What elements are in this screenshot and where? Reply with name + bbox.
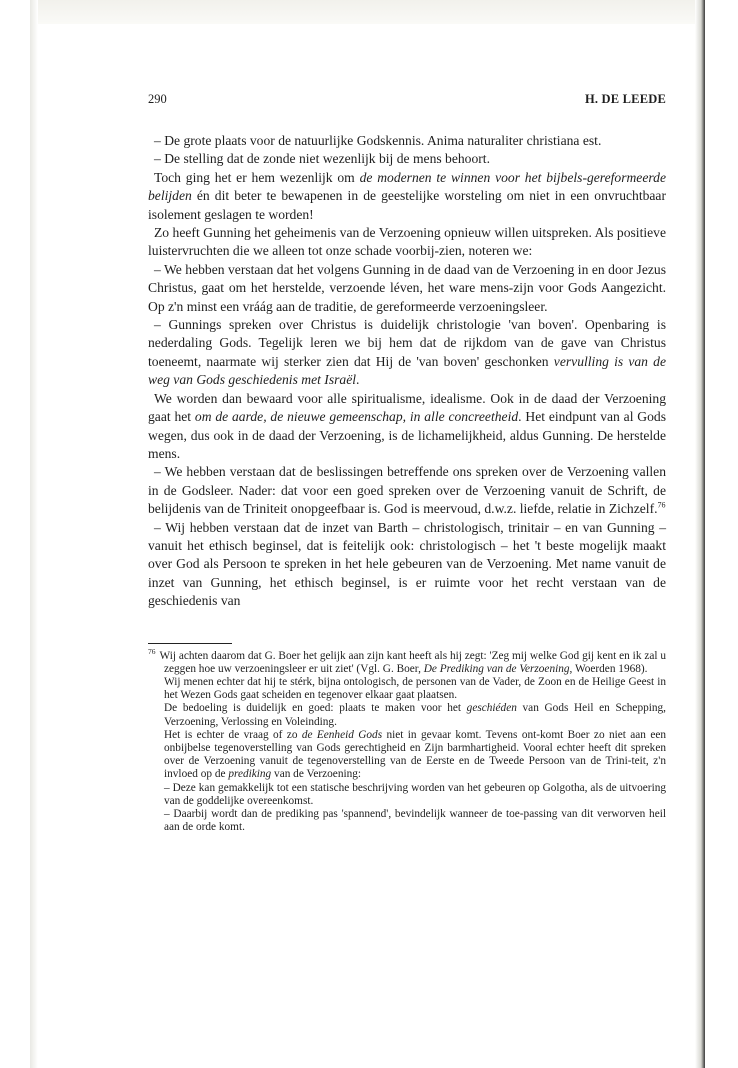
book-page bbox=[148, 92, 666, 834]
footnote-reference[interactable]: 76 bbox=[657, 500, 666, 510]
footnote-number: 76 bbox=[148, 646, 156, 656]
text-run: Het is echter de vraag of zo bbox=[164, 728, 302, 741]
paragraph bbox=[148, 390, 666, 464]
emphasis: om de aarde, de nieuwe gemeenschap, in alle concreetheid bbox=[194, 409, 519, 425]
emphasis: vervulling is van de weg van Gods geschiedenis met Israël bbox=[148, 353, 666, 388]
scan-edge-left bbox=[30, 0, 38, 1068]
text-run: van Gods Heil en Schepping, Verzoening, Verlossing en Voleinding. bbox=[164, 702, 666, 728]
paragraph: – De grote plaats voor de natuurlijke Godskennis. Anima naturaliter christiana est. bbox=[154, 133, 602, 148]
footnote-paragraph: Wij menen echter dat hij te stérk, bijna ontologisch, de personen van de Vader, de Zoon en de Heilige Geest in het Wezen Gods gaat scheiden en tegenover elkaar gaat plaatsen. bbox=[164, 675, 666, 702]
emphasis: De Prediking van de Verzoening bbox=[423, 662, 570, 675]
text-run: Toch ging het er hem wezenlijk om bbox=[154, 169, 360, 185]
footnote-paragraph bbox=[148, 729, 666, 782]
scan-edge-top bbox=[36, 0, 702, 24]
paragraph bbox=[148, 463, 666, 518]
text-run: – We hebben verstaan dat de beslissingen betreffende ons spreken over de Verzoening vallen in de Godsleer. Nader: dat voor een goed spreken over de Verzoening vanuit de Schrift, de belijdenis van de Triniteit onopgeefbaar is. God is meervoud, d.w.z. liefde, relatie in Zichzelf. bbox=[148, 464, 666, 517]
text-run: niet in gevaar komt. Tevens ont-komt Boer zo niet aan een onbijbelse tegenoverstelling van Gods gerechtigheid en Zijn barmhartigheid. Vooral echter heeft dit spreken over de Verzoening vanuit de tegenoverstelling van de Eerste en de Tweede Persoon van de Trini-teit, z'n invloed op de bbox=[164, 728, 666, 781]
footnotes bbox=[148, 646, 666, 835]
paragraph: – We hebben verstaan dat het volgens Gunning in de daad van de Verzoening in en door Jezus Christus, gaat om het herstelde, verzoende léven, het ware mens-zijn voor Gods Aangezicht. Op z'n minst een vráág aan de traditie, de gereformeerde verzoeningsleer. bbox=[148, 261, 666, 314]
emphasis: geschiéden bbox=[466, 702, 517, 715]
footnote-divider bbox=[148, 643, 232, 644]
text-run: én dit beter te bewapenen in de geestelijke worsteling om niet in een onvruchtbaar isolement geslagen te worden! bbox=[148, 188, 666, 222]
text-run: van de Verzoening: bbox=[271, 768, 362, 781]
paragraph bbox=[148, 316, 666, 390]
footnote-paragraph: – Deze kan gemakkelijk tot een statische beschrijving worden van het gebeuren op Golgotha, als de uitvoering van de goddelijke overeenkomst. bbox=[164, 781, 666, 807]
text-run: Wij achten daarom dat G. Boer het gelijk aan zijn kant heeft als hij zegt: 'Zeg mij welke God gij kent en ik zal u zeggen hoe uw verzoeningsleer er uit ziet' (Vgl. G. Boer, bbox=[159, 649, 666, 675]
paragraph: – Wij hebben verstaan dat de inzet van Barth – christologisch, trinitair – en van Gunning – vanuit het ethisch beginsel, dat is feitelijk ook: christologisch – het 't beste mogelijk maakt over God als Persoon te spreken in het hele gebeuren van de Verzoening. Met name vanuit de inzet van Gunning, het ethisch beginsel, is er ruimte voor het recht verstaan van de geschiedenis van bbox=[148, 519, 666, 609]
emphasis: de modernen te winnen voor het bijbels-gereformeerde belijden bbox=[148, 169, 666, 204]
scan-edge-right bbox=[695, 0, 705, 1068]
footnote-paragraph: – Daarbij wordt dan de prediking pas 'spannend', bevindelijk wanneer de toe-passing van dit verworven heil aan de orde komt. bbox=[164, 808, 666, 834]
text-run: De bedoeling is duidelijk en goed: plaats te maken voor het bbox=[164, 702, 467, 715]
paragraph bbox=[148, 169, 666, 224]
running-head: H. DE LEEDE bbox=[584, 92, 666, 106]
text-run: , Woerden 1968). bbox=[569, 662, 648, 675]
text-run: . bbox=[356, 372, 360, 388]
emphasis: de Eenheid Gods bbox=[301, 728, 383, 741]
paragraph: – De stelling dat de zonde niet wezenlijk bij de mens behoort. bbox=[154, 151, 490, 167]
text-run: . Het eindpunt van al Gods wegen, dus ook in de daad der Verzoening, is de lichamelijkheid, aldus Gunning. De herstelde mens. bbox=[148, 409, 667, 461]
page-number: 290 bbox=[148, 92, 167, 106]
page-header bbox=[148, 92, 666, 122]
text-run: We worden dan bewaard voor alle spiritualisme, idealisme. Ook in de daad der Verzoening gaat het bbox=[148, 390, 666, 425]
footnote-paragraph bbox=[148, 646, 666, 676]
text-run: – Gunnings spreken over Christus is duidelijk christologie 'van boven'. Openbaring is nederdaling Gods. Tegelijk leren we bij hem dat de rijkdom van de gave van Christus toeneemt, naarmate wij sterker zien dat Hij de 'van boven' geschonken bbox=[148, 317, 666, 369]
footnote-paragraph bbox=[148, 702, 666, 728]
body-text bbox=[148, 132, 666, 611]
emphasis: prediking bbox=[228, 768, 272, 781]
paragraph: Zo heeft Gunning het geheimenis van de Verzoening opnieuw willen uitspreken. Als positieve luistervruchten die we alleen tot onze schade voorbij-zien, noteren we: bbox=[148, 225, 666, 259]
